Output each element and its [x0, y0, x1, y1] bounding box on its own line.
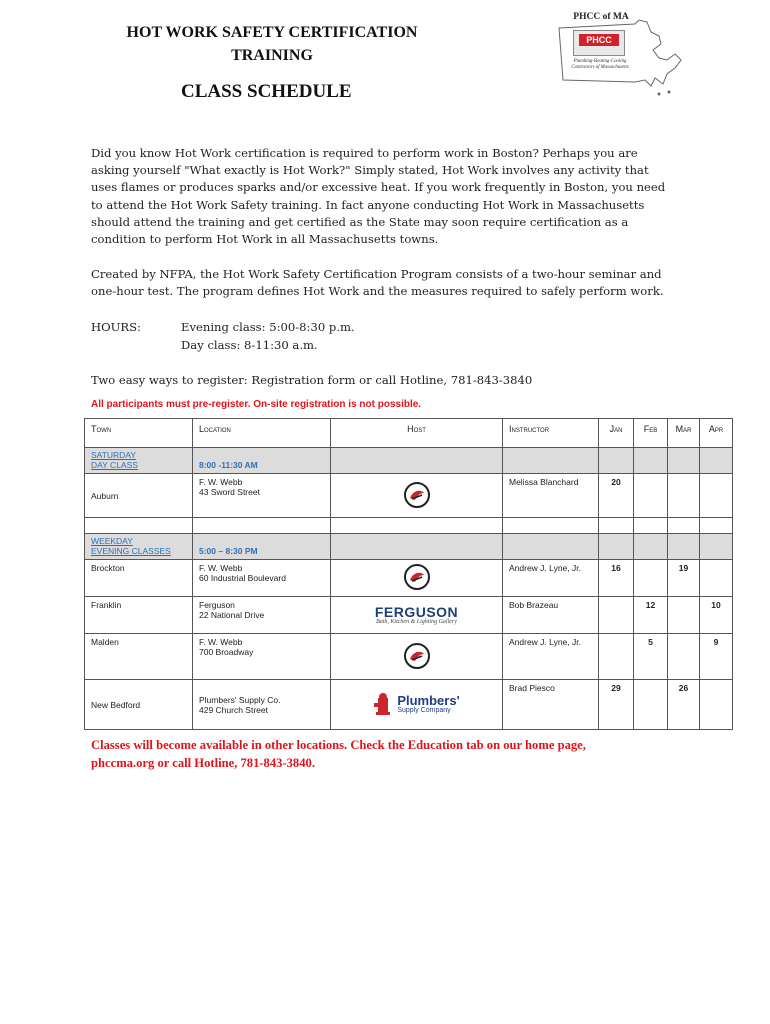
footer-line-2: phccma.org or call Hotline, 781-843-3840.: [91, 756, 315, 770]
row-jan: 29: [599, 680, 634, 730]
row-feb: 5: [634, 634, 668, 680]
row-feb: 12: [634, 597, 668, 634]
massachusetts-map-icon: [555, 14, 685, 100]
row-apr: [700, 474, 733, 518]
section-label-line-1: WEEKDAY: [91, 536, 133, 546]
hours-evening: Evening class: 5:00-8:30 p.m.: [181, 320, 355, 334]
row-town: Auburn: [85, 474, 193, 518]
row-location: F. W. Webb 60 Industrial Boulevard: [193, 560, 331, 597]
row-location: Ferguson 22 National Drive: [193, 597, 331, 634]
section-time-weekday: 5:00 – 8:30 PM: [193, 534, 331, 560]
webb-logo-icon: [403, 481, 431, 509]
row-town: New Bedford: [85, 680, 193, 730]
webb-logo-icon: [403, 642, 431, 670]
row-jan: 20: [599, 474, 634, 518]
host-logo-ferguson: [331, 597, 503, 634]
row-mar: 26: [668, 680, 700, 730]
row-town: Brockton: [85, 560, 193, 597]
hours-label: HOURS:: [91, 320, 141, 334]
host-logo-webb: [331, 474, 503, 518]
table-row: [85, 634, 733, 680]
table-row: [85, 597, 733, 634]
header-mar: Mar: [668, 419, 700, 448]
header-instructor: Instructor: [503, 419, 599, 448]
table-header-row: [85, 419, 733, 448]
ferguson-logo-name: FERGUSON: [374, 604, 459, 620]
phcc-logo: [555, 14, 685, 100]
header-host: Host: [331, 419, 503, 448]
row-mar: 19: [668, 560, 700, 597]
page-title: [92, 21, 452, 67]
webb-logo-icon: [403, 563, 431, 591]
section-label-line-2: EVENING CLASSES: [91, 546, 171, 556]
row-mar: [668, 634, 700, 680]
host-logo-webb: [331, 560, 503, 597]
spacer-row: [85, 518, 733, 534]
logo-badge: [573, 30, 625, 56]
section-label-line-1: SATURDAY: [91, 450, 137, 460]
table-row: [85, 560, 733, 597]
schedule-table: [84, 418, 733, 730]
header-apr: Apr: [700, 419, 733, 448]
row-jan: [599, 597, 634, 634]
row-jan: 16: [599, 560, 634, 597]
preregister-warning: All participants must pre-register. On-site registration is not possible.: [91, 399, 422, 410]
row-instructor: Melissa Blanchard: [503, 474, 599, 518]
logo-tagline-1: Plumbing-Heating-Cooling: [573, 59, 627, 64]
plumbers-hydrant-icon: [373, 692, 393, 716]
row-location: F. W. Webb 700 Broadway: [193, 634, 331, 680]
header-location: Location: [193, 419, 331, 448]
header-town: Town: [85, 419, 193, 448]
row-town: Malden: [85, 634, 193, 680]
row-instructor: Bob Brazeau: [503, 597, 599, 634]
section-label-line-2: DAY CLASS: [91, 460, 138, 470]
table-row: [85, 680, 733, 730]
section-time-saturday: 8:00 -11:30 AM: [193, 448, 331, 474]
page-subtitle: CLASS SCHEDULE: [181, 81, 352, 102]
footer-line-1: Classes will become available in other locations. Check the Education tab on our home page,: [91, 738, 586, 752]
plumbers-logo-sub: Supply Company: [397, 706, 451, 714]
row-feb: [634, 680, 668, 730]
row-instructor: Andrew J. Lyne, Jr.: [503, 634, 599, 680]
row-mar: [668, 597, 700, 634]
row-instructor: Andrew J. Lyne, Jr.: [503, 560, 599, 597]
row-jan: [599, 634, 634, 680]
title-line-2: TRAINING: [231, 47, 313, 64]
host-logo-webb: [331, 634, 503, 680]
row-location: Plumbers' Supply Co. 429 Church Street: [193, 680, 331, 730]
row-instructor: Brad Piesco: [503, 680, 599, 730]
row-location: F. W. Webb 43 Sword Street: [193, 474, 331, 518]
intro-paragraph-2: Created by NFPA, the Hot Work Safety Certification Program consists of a two-hour seminar and one-hour test. The program defines Hot Work and the measures required to safely perform work.: [91, 267, 664, 299]
header-jan: Jan: [599, 419, 634, 448]
register-text: Two easy ways to register: Registration form or call Hotline, 781-843-3840: [91, 373, 533, 387]
logo-org-name: PHCC of MA: [573, 12, 629, 22]
row-apr: [700, 680, 733, 730]
title-line-1: HOT WORK SAFETY CERTIFICATION: [126, 24, 418, 41]
row-apr: 10: [700, 597, 733, 634]
logo-tagline: [555, 59, 645, 71]
header-feb: Feb: [634, 419, 668, 448]
row-apr: 9: [700, 634, 733, 680]
logo-mark: PHCC: [579, 34, 619, 46]
row-town: Franklin: [85, 597, 193, 634]
intro-paragraph-1: Did you know Hot Work certification is required to perform work in Boston? Perhaps you are asking yourself "What exactly is Hot Work?" Simply stated, Hot Work involves any activity that uses flames or produces sparks and/or excessive heat. If you work frequently in Boston, you need to attend the Hot Work Safety training. In fact anyone conducting Hot Work in Massachusetts should attend the training and get certified as the State may soon require certification as a condition to perform Hot Work in all Massachusetts towns.: [91, 146, 666, 247]
footer-note: [91, 736, 691, 772]
section-label-saturday: [85, 448, 193, 474]
section-label-weekday: [85, 534, 193, 560]
hours-day: Day class: 8-11:30 a.m.: [181, 338, 318, 352]
row-apr: [700, 560, 733, 597]
row-feb: [634, 474, 668, 518]
plumbers-logo-name: Plumbers': [397, 692, 460, 708]
section-row-saturday: [85, 448, 733, 474]
table-row: [85, 474, 733, 518]
row-feb: [634, 560, 668, 597]
row-mar: [668, 474, 700, 518]
host-logo-plumbers: [331, 680, 503, 730]
section-row-weekday: [85, 534, 733, 560]
ferguson-logo-tagline: Bath, Kitchen & Lighting Gallery: [376, 619, 457, 625]
logo-tagline-2: Contractors of Massachusetts: [571, 65, 629, 70]
